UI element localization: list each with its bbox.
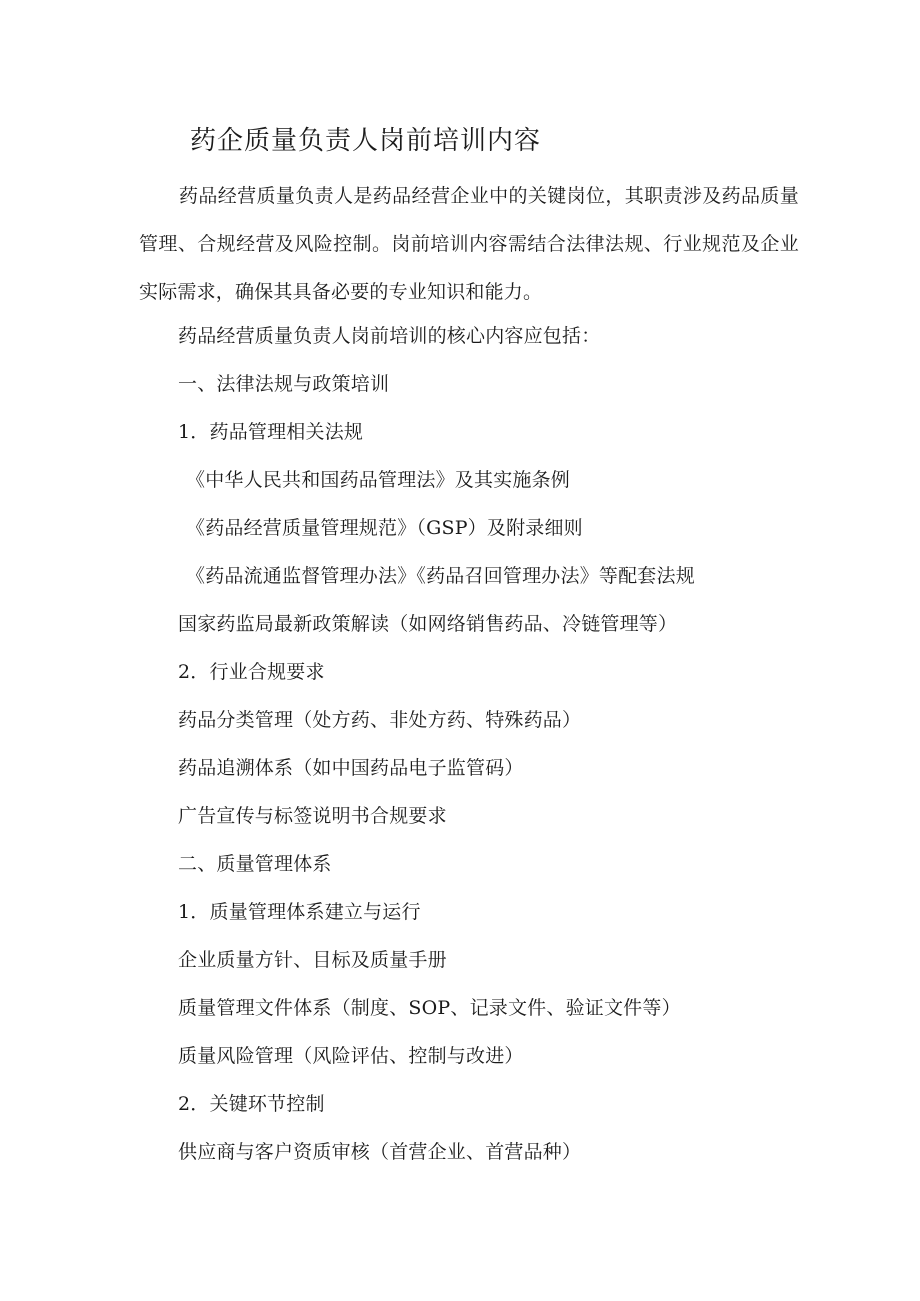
list-item: 质量风险管理（风险评估、控制与改进） [178, 1045, 524, 1067]
list-item: 企业质量方针、目标及质量手册 [178, 949, 447, 971]
subsection-heading: 1．药品管理相关法规 [178, 421, 364, 443]
list-item: 质量管理文件体系（制度、SOP、记录文件、验证文件等） [178, 997, 681, 1019]
list-item: 药品追溯体系（如中国药品电子监管码） [178, 757, 524, 779]
section-heading: 二、质量管理体系 [178, 853, 332, 875]
document-title: 药企质量负责人岗前培训内容 [190, 126, 542, 156]
subsection-heading: 2．行业合规要求 [178, 661, 325, 683]
list-item: 国家药监局最新政策解读（如网络销售药品、冷链管理等） [178, 613, 678, 635]
intro-paragraph: 药品经营质量负责人是药品经营企业中的关键岗位，其职责涉及药品质量管理、合规经营及风险控制。岗前培训内容需结合法律法规、行业规范及企业实际需求，确保其具备必要的专业知识和能力。 [139, 185, 799, 303]
list-item: 《中华人民共和国药品管理法》及其实施条例 [186, 469, 571, 491]
subsection-heading: 1．质量管理体系建立与运行 [178, 901, 421, 923]
subsection-heading: 2．关键环节控制 [178, 1093, 325, 1115]
list-item: 药品分类管理（处方药、非处方药、特殊药品） [178, 709, 582, 731]
list-item: 《药品经营质量管理规范》（GSP）及附录细则 [186, 517, 583, 539]
list-item: 广告宣传与标签说明书合规要求 [178, 805, 447, 827]
text-line: 药品经营质量负责人岗前培训的核心内容应包括： [178, 325, 601, 347]
section-heading: 一、法律法规与政策培训 [178, 373, 390, 395]
list-item: 《药品流通监督管理办法》《药品召回管理办法》等配套法规 [186, 565, 695, 587]
list-item: 供应商与客户资质审核（首营企业、首营品种） [178, 1141, 582, 1163]
